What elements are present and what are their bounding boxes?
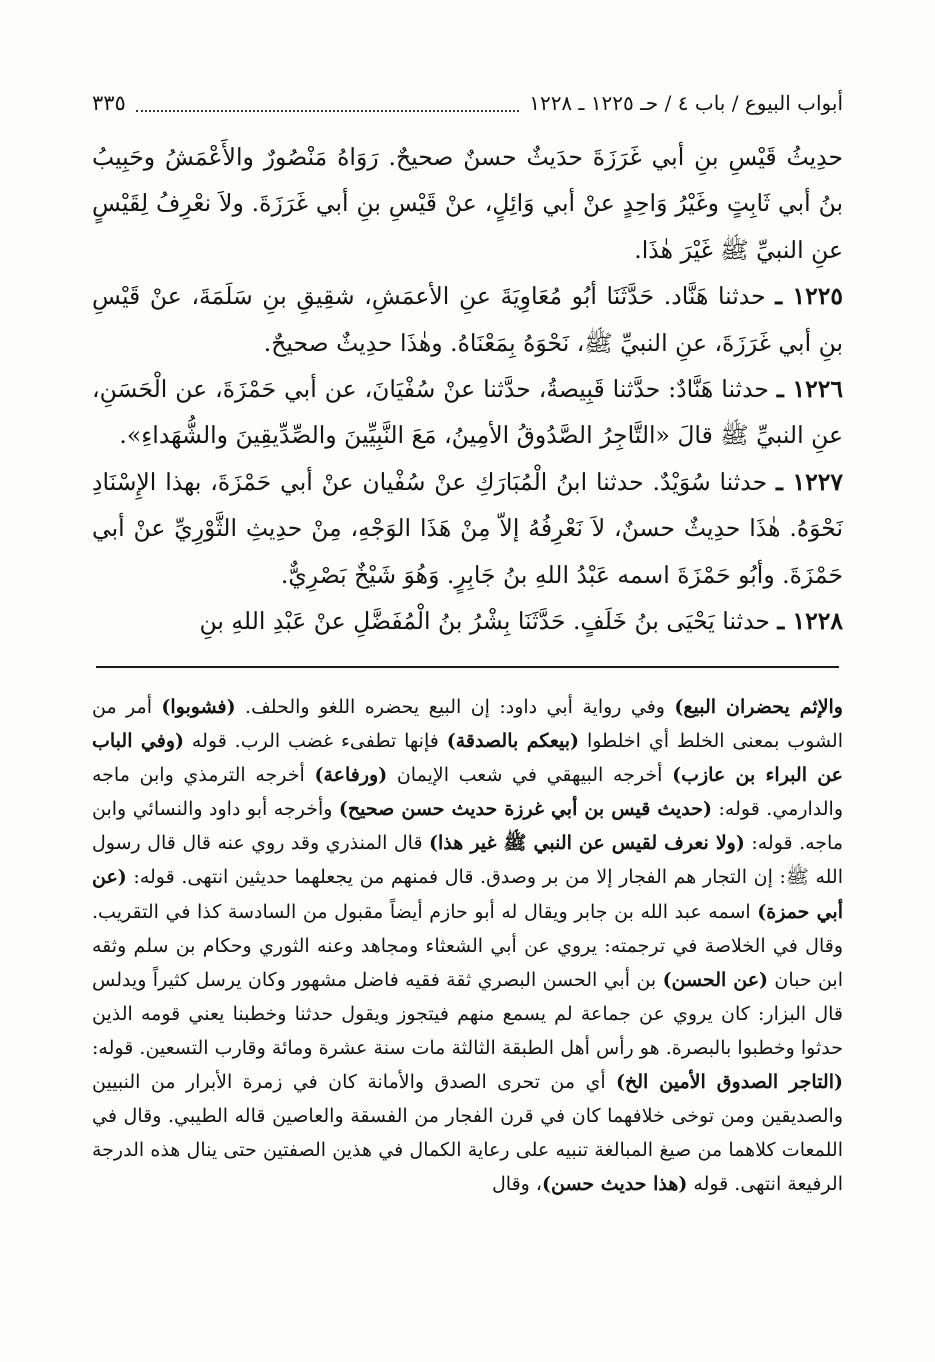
hadith-number: ١٢٢٧ ـ <box>776 467 843 496</box>
page-number: ٣٣٥ <box>92 91 126 115</box>
running-title: أبواب البيوع / باب ٤ / حـ ١٢٢٥ ـ ١٢٢٨ <box>529 91 843 115</box>
hadith-body: حدثنا هَنَّادٌ: حدَّثنا قَبِيصةُ، حدَّثنا عنْ سُفْيَانَ، عن أبي حَمْزَةَ، عن الْحَسَنِ، عنِ النبيِّ ﷺ قالَ «التَّاجِرُ الصَّدُوقُ الأمِينُ، مَعَ النَّبِيِّينَ والصِّدِّيقِينَ والشُّهَداءِ». <box>92 375 843 450</box>
commentary-run: اسمه عبد الله بن جابر ويقال له أبو حازم أيضاً مقبول من السادسة كذا في التقريب. وقال في الخلاصة في ترجمته: يروي عن أبي الشعثاء ومجاهد وعنه الثوري وحكام بن سلم وثقه ابن حبان <box>92 900 843 991</box>
commentary-run: وأخرجه أبو داود والنسائي وابن ماجه. قوله: <box>92 798 844 855</box>
hadith-1228 <box>92 598 843 644</box>
commentary-run: أخرجه الترمذي وابن ماجه والدارمي. قوله: <box>92 764 844 821</box>
commentary-run: أمر من الشوب بمعنى الخلط أي اخلطوا <box>92 696 843 753</box>
separator-rule <box>96 666 839 668</box>
commentary-bold: (عن الحسن) <box>662 968 769 991</box>
commentary-text <box>92 690 843 1201</box>
commentary-run: بن أبي الحسن البصري ثقة فقيه فاضل مشهور وكان يرسل كثيراً ويدلس قال البزار: كان يروي عن جماعة لم يسمع منهم فيتجوز ويقول حدثنا وخطبنا يعني قومه الذين حدثوا وخطبوا بالبصرة. هو رأس أهل الطبقة الثالثة مات سنة عشرة ومائة وقارب التسعين. قوله: <box>92 968 843 1059</box>
hadith-body: حدثنا يَحْيَى بنُ خَلَفٍ. حَدَّثَنَا بِشْرُ بنُ الْمُفَضَّلِ عنْ عَبْدِ اللهِ بنِ <box>199 607 770 636</box>
hadith-1225 <box>92 273 843 366</box>
commentary-run: ، وقال <box>492 1173 543 1196</box>
hadith-1226 <box>92 366 843 459</box>
commentary-bold: (وفي الباب عن البراء بن عازب) <box>92 730 844 787</box>
commentary-run: قال المنذري وقد روي عنه قال قال رسول الله ﷺ: إن التجار هم الفجار إلا من بر وصدق. قال فمنهم من يجعلهما حديثين انتهى. قوله: <box>92 832 843 889</box>
commentary-bold: (ورفاعة) <box>314 764 388 787</box>
hadith-text <box>92 134 843 644</box>
commentary-run: وفي رواية أبي داود: إن البيع يحضره اللغو والحلف. <box>235 696 675 718</box>
hadith-number: ١٢٢٨ ـ <box>777 607 843 636</box>
hadith-1227 <box>92 459 843 598</box>
hadith-body: حدثنا هَنَّاد. حَدَّثَنَا أبُو مُعَاوِيَةَ عنِ الأعمَشِ، شقِيقِ بنِ سَلَمَةَ، عنْ قَيْسِ بنِ أبي غَرَزَةَ، عنِ النبيِّ ﷺ، نَحْوَهُ بِمَعْنَاهُ. وهٰذَا حدِيثٌ صحيحٌ. <box>92 282 843 357</box>
commentary-bold: (حديث قيس بن أبي غرزة حديث حسن صحيح) <box>338 798 713 821</box>
commentary-bold: (عن أبي حمزة) <box>92 866 843 923</box>
commentary-run: أخرجه البيهقي في شعب الإيمان <box>387 764 673 787</box>
commentary-run: فإنها تطفىء غضب الرب. قوله <box>184 730 447 753</box>
commentary-bold: (ولا نعرف لقيس عن النبي ﷺ غير هذا) <box>429 832 745 855</box>
paragraph-intro: حدِيثُ قَيْسِ بنِ أبي غَرَزَةَ حدَيثٌ حسنٌ صحيحٌ. رَوَاهُ مَنْصُورٌ والأَعْمَشُ وحَبِيبُ بنُ أبي ثَابِتٍ وغَيْرُ وَاحِدٍ عنْ أبي وَائِلٍ، عنْ قَيْسِ بنِ أبي غَرَزَةَ. ولاَ نعْرِفُ لِقَيْسٍ عنِ النبيِّ ﷺ غَيْرَ هٰذَا. <box>92 143 843 264</box>
commentary-bold: والإثم يحضران البيع) <box>674 696 843 718</box>
hadith-number: ١٢٢٥ ـ <box>775 282 843 311</box>
hadith-number: ١٢٢٦ ـ <box>776 375 843 404</box>
commentary-bold: (التاجر الصدوق الأمين الخ) <box>616 1071 843 1094</box>
hadith-body: حدثنا سُوَيْدٌ. حدثنا ابنُ الْمُبَارَكِ عنْ سُفْيان عنْ أبي حَمْزَةَ، بهذا الإِسْنَادِ نَحْوَهُ. هٰذَا حدِيثٌ حسنٌ، لاَ نَعْرِفُهُ إلاّ مِنْ هَذَا الوَجْهِ، مِنْ حدِيثِ الثَّوْرِيِّ عنْ أبي حَمْزَةَ. وأبُو حَمْزَةَ اسمه عَبْدُ اللهِ بنُ جَابِرٍ. وَهُوَ شَيْخٌ بَصْرِيٌّ. <box>92 467 843 589</box>
page-header <box>92 86 843 120</box>
dot-leader <box>136 94 519 112</box>
commentary-bold: (بيعكم بالصدقة) <box>446 730 580 753</box>
commentary-bold: (هذا حديث حسن) <box>542 1173 688 1196</box>
commentary-bold: (فشوبوا) <box>161 696 236 718</box>
commentary-run: أي من تحرى الصدق والأمانة كان في زمرة الأبرار من النبيين والصديقين ومن توخى خلافهما كان في قرن الفجار من الفسقة والعاصين قاله الطيبي. وقال في اللمعات كلاهما من صيغ المبالغة تنبيه على رعاية الكمال في هذين الصفتين حتى ينال هذه الدرجة الرفيعة انتهى. قوله <box>92 1071 843 1196</box>
